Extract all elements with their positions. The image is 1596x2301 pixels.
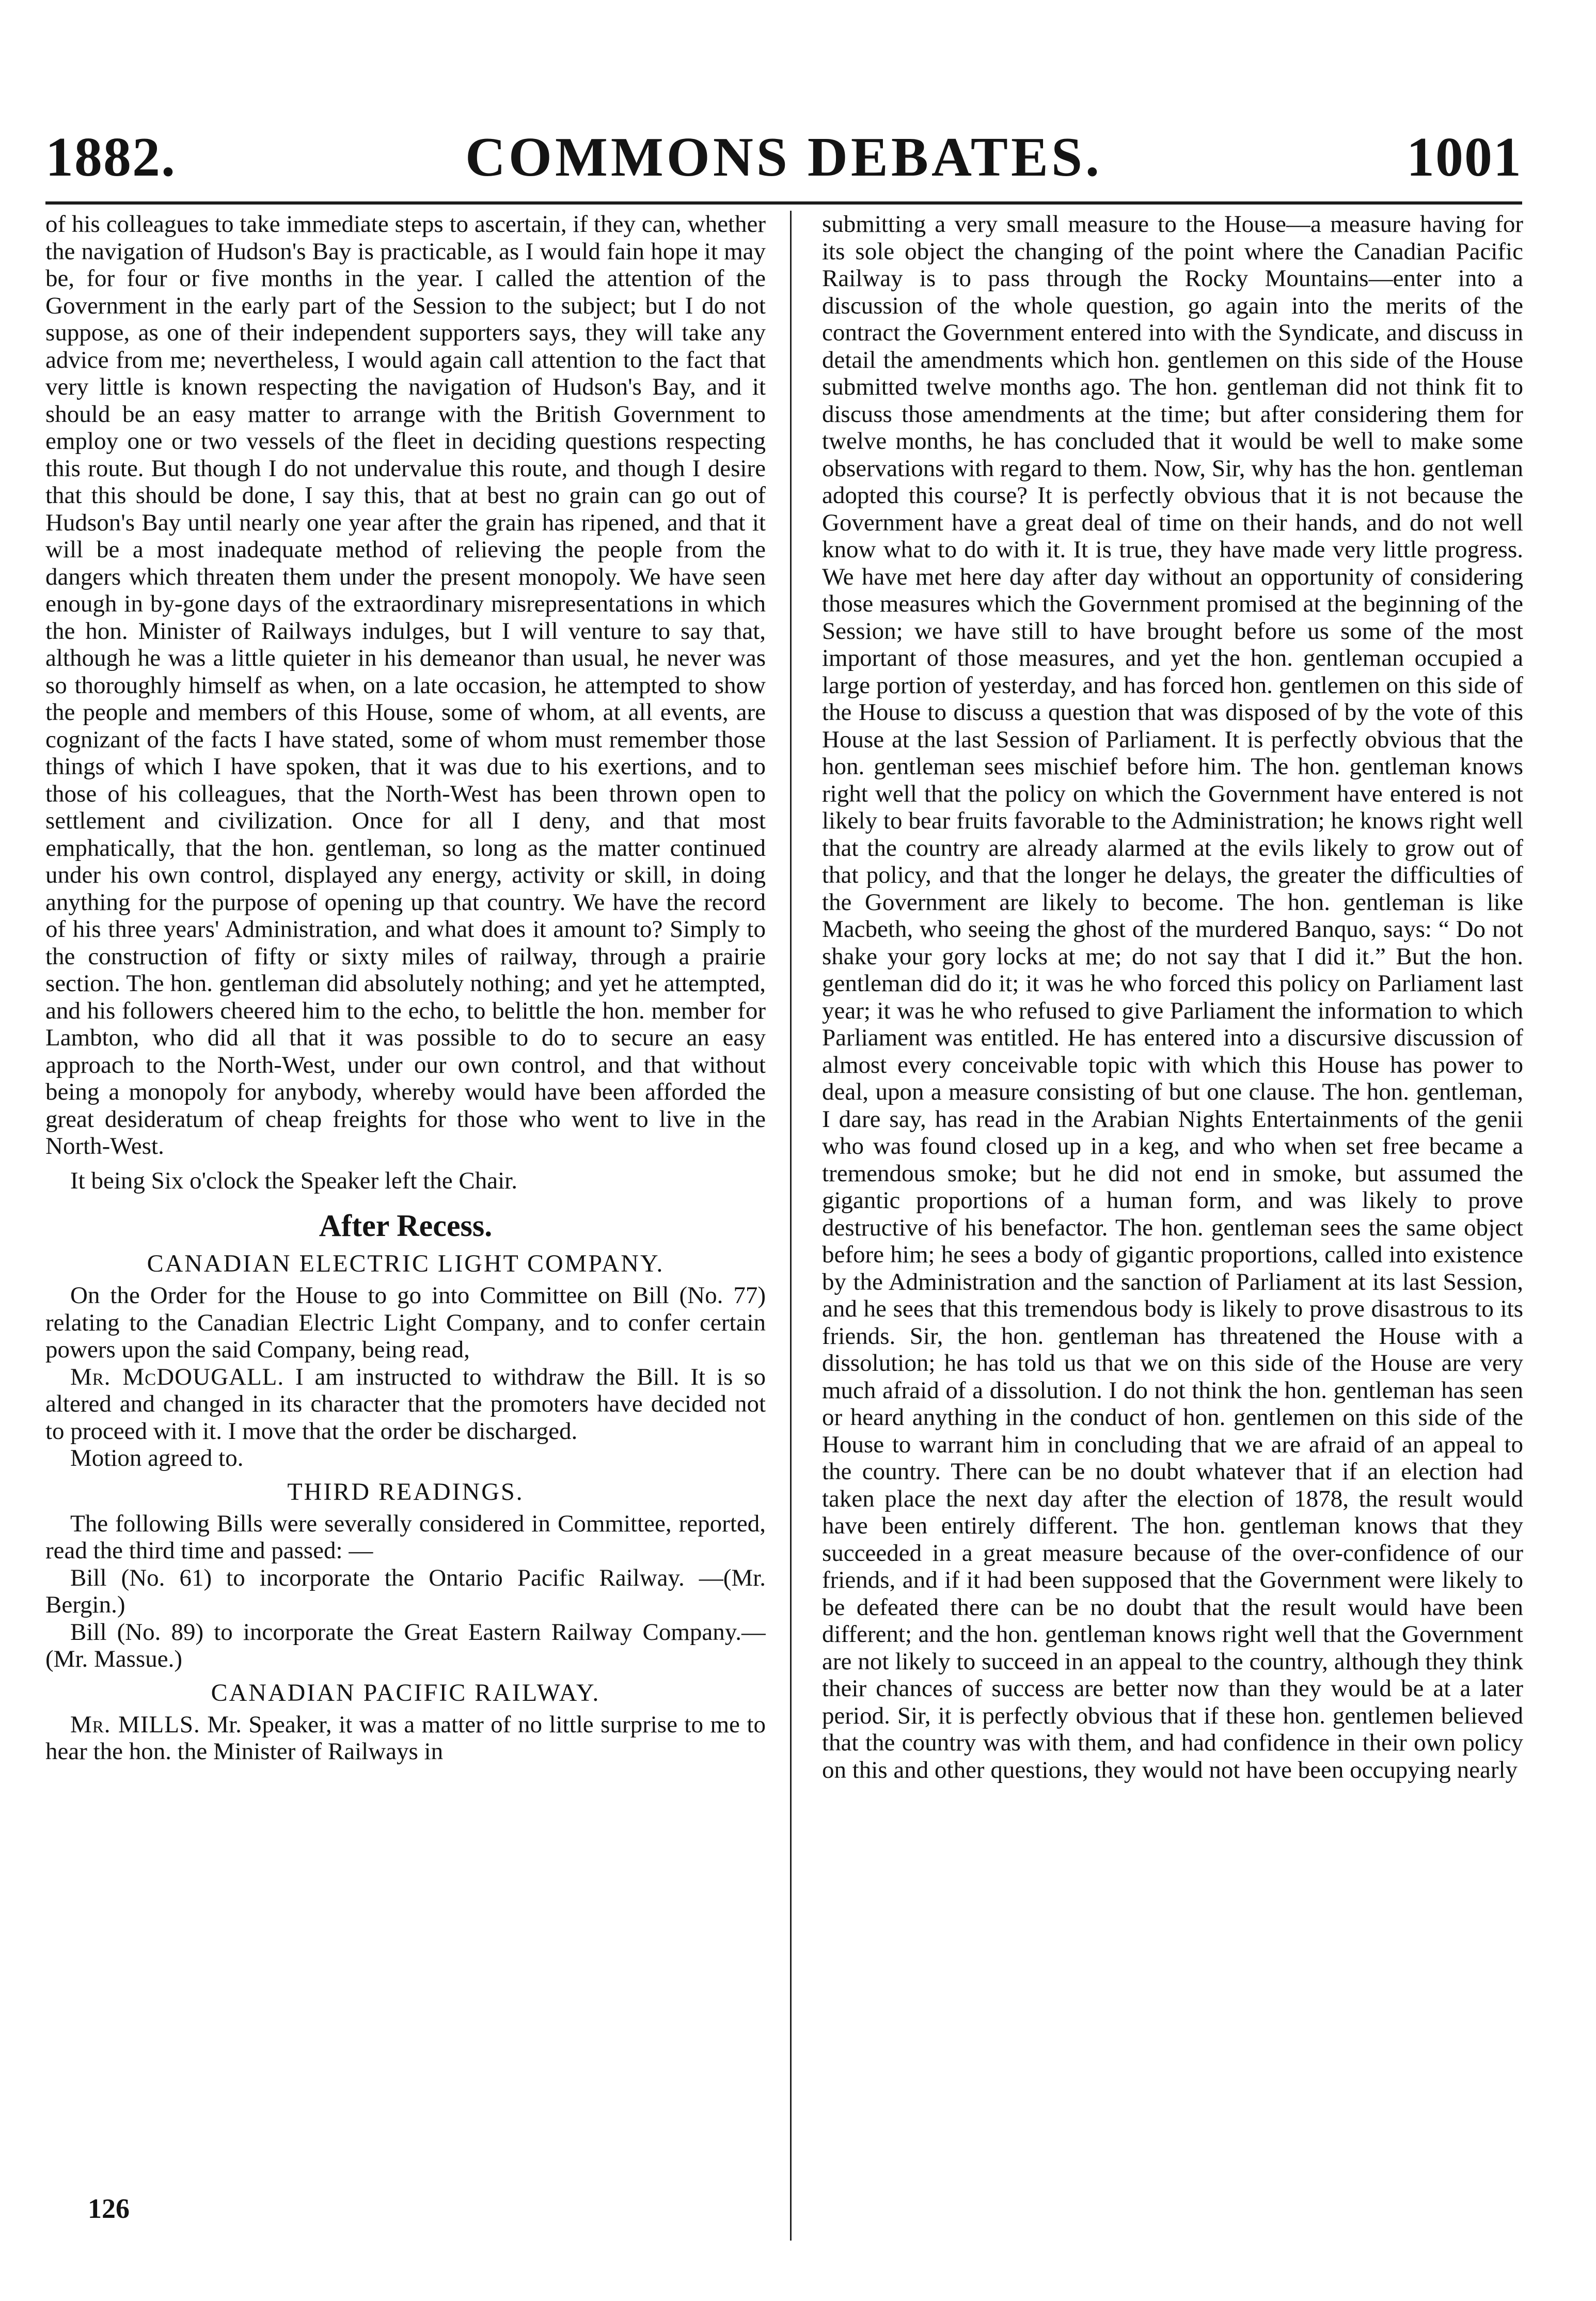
speech-text: I am instructed to withdraw the Bill. It is so altered and changed in its character that the promoters have decided not to proceed with it. I move that the order be discharged. [45,1363,766,1445]
paragraph-order-bill-77: On the Order for the House to go into Committee on Bill (No. 77) relating to the Canadian Electric Light Company, and to confer certain powers upon the said Company, being read, [45,1282,766,1363]
speech-text: Mr. Speaker, it was a matter of no little surprise to me to hear the hon. the Minister of Railways in [45,1711,766,1765]
header-rule [45,201,1522,205]
speaker-name: Mr. MILLS. [70,1711,200,1738]
paragraph-mcdougall [45,1364,766,1445]
heading-third-readings: THIRD READINGS. [287,1478,524,1506]
paragraph-bill-89: Bill (No. 89) to incorporate the Great Eastern Railway Company.—(Mr. Massue.) [45,1618,766,1672]
left-column [45,211,766,2225]
speaker-name: Mr. McDOUGALL. [70,1363,285,1390]
page-header [45,119,1522,196]
paragraph-following-bills: The following Bills were severally considered in Committee, reported, read the third time and passed: — [45,1510,766,1564]
heading-electric-light: CANADIAN ELECTRIC LIGHT COMPANY. [147,1250,665,1277]
heading-canadian-pacific: CANADIAN PACIFIC RAILWAY. [211,1679,601,1707]
paragraph-motion-agreed: Motion agreed to. [70,1445,244,1472]
page-number: 1001 [1407,127,1522,188]
paragraph-six-oclock: It being Six o'clock the Speaker left the Chair. [70,1167,517,1194]
signature-mark: 126 [88,2193,130,2224]
paragraph-mills-continued: submitting a very small measure to the House—a measure having for its sole object the changing of the point where the Canadian Pacific Railway is to pass through the Rocky Mountains—enter into a discussion of the whole question, go again into the merits of the contract the Government entered into with the Syndicate, and discuss in detail the amendments which hon. gentlemen on this side of the House submitted twelve months ago. The hon. gentleman did not think fit to discuss those amendments at the time; but after considering them for twelve months, he has concluded that it would be well to make some observations with regard to them. Now, Sir, why has the hon. gentleman adopted this course? It is perfectly obvious that it is not because the Government have a great deal of time on their hands, and do not well know what to do with it. It is true, they have made very little progress. We have met here day after day without an opportunity of considering those measures which the Government promised at the beginning of the Session; we have still to have brought before us some of the most important of those measures, and yet the hon. gentleman occupied a large portion of yesterday, and has forced hon. gentlemen on this side of the House to discuss a question that was disposed of by the vote of this House at the last Session of Parliament. It is perfectly obvious that the hon. gentleman sees mischief before him. The hon. gentleman knows right well that the policy on which the Government have entered is not likely to bear fruits favorable to the Administration; he knows right well that the country are already alarmed at the evils likely to grow out of that policy, and that the longer he delays, the greater the difficulties of the Government are likely to become. The hon. gentleman is like Macbeth, who seeing the ghost of the murdered Banquo, says: “ Do not shake your gory locks at me; do not say that I did it.” But the hon. gentleman did do it; it was he who forced this policy on Parliament last year; it was he who refused to give Parliament the information to which Parliament was entitled. He has entered into a discursive discussion of almost every conceivable topic with which this House has power to deal, upon a measure consisting of but one clause. The hon. gentleman, I dare say, has read in the Arabian Nights Entertainments of the genii who was found closed up in a keg, and who when set free became a tremendous smoke; but he did not end in smoke, but assumed the gigantic proportions of a human form, and was likely to prove destructive of his benefactor. The hon. gentleman sees the same object before him; he sees a body of gigantic proportions, called into existence by the Administration and the sanction of Parliament at its last Session, and he sees that this tremendous body is likely to prove disastrous to its friends. Sir, the hon. gentleman has threatened the House with a dissolution; he has told us that we on this side of the House are very much afraid of a dissolution. I do not think the hon. gentleman has seen or heard anything in the conduct of hon. gentlemen on this side of the House to warrant him in concluding that we are afraid of an appeal to the country. There can be no doubt whatever that if an election had taken place the next day after the election of 1878, the result would have been entirely different. The hon. gentleman knows that they succeeded in a great measure because of the over-confidence of our friends, and if it had been supposed that the Government were likely to be defeated there can be no doubt that the result would have been different; and the hon. gentleman knows right well that the Government are not likely to succeed in an appeal to the country, although they think their chances of success are better now than they would be at a later period. Sir, it is perfectly obvious that if these hon. gentlemen believed that the country was with them, and had confidence in their own policy on this and other questions, they would not have been occupying nearly [822,211,1523,1783]
paragraph-bill-61: Bill (No. 61) to incorporate the Ontario Pacific Railway. —(Mr. Bergin.) [45,1564,766,1618]
heading-after-recess: After Recess. [319,1209,493,1243]
header-year: 1882. [45,127,176,188]
page-title: COMMONS DEBATES. [465,127,1103,188]
right-column [822,211,1523,2225]
column-divider [790,211,792,2241]
paragraph-hudsons-bay: of his colleagues to take immediate steps to ascertain, if they can, whether the navigation of Hudson's Bay is practicable, as I would fain hope it may be, for four or five months in the year. I called the attention of the Government in the early part of the Session to the subject; but I do not suppose, as one of their independent supporters says, they will take any advice from me; nevertheless, I would again call attention to the fact that very little is known respecting the navigation of Hudson's Bay, and it should be an easy matter to arrange with the British Government to employ one or two vessels of the fleet in deciding questions respecting this route. But though I do not undervalue this route, and though I desire that this should be done, I say this, that at best no grain can go out of Hudson's Bay until nearly one year after the grain has ripened, and that it will be a most inadequate method of relieving the people from the dangers which threaten them under the present monopoly. We have seen enough in by-gone days of the extraordinary misrepresentations in which the hon. Minister of Railways indulges, but I will venture to say that, although he was a little quieter in his demeanor than usual, he never was so thoroughly himself as when, on a late occasion, he attempted to show the people and members of this House, some of whom, at all events, are cognizant of the facts I have stated, some of whom must remember those things of which I have spoken, that it was due to his exertions, and to those of his colleagues, that the North-West has been thrown open to settlement and civilization. Once for all I deny, and that most emphatically, that the hon. gentleman, so long as the matter continued under his own control, displayed any energy, activity or skill, in doing anything for the purpose of opening up that country. We have the record of his three years' Administration, and what does it amount to? Simply to the construction of fifty or sixty miles of railway, through a prairie section. The hon. gentleman did absolutely nothing; and yet he attempted, and his followers cheered him to the echo, to belittle the hon. member for Lambton, who did all that it was possible to do to secure an easy approach to the North-West, under our own control, and that without being a monopoly for anybody, whereby would have been afforded the great desideratum of cheap freights for those who went to live in the North-West. [45,211,766,1160]
paragraph-mills [45,1711,766,1765]
